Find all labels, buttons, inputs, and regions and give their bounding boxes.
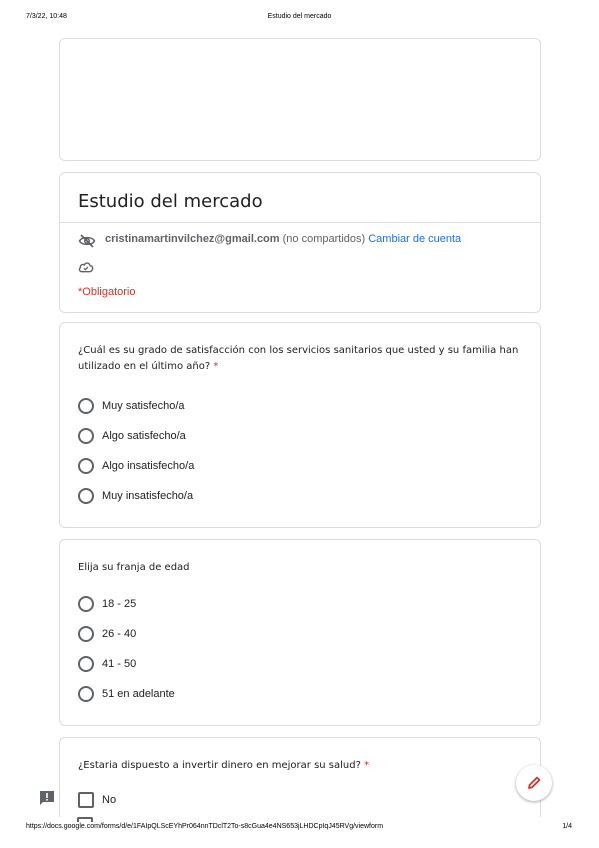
question-text: ¿Estaria dispuesto a invertir dinero en mejorar su salud? [78, 760, 361, 771]
option-label: No [102, 794, 117, 806]
question-title [78, 343, 523, 375]
print-title: Estudio del mercado [267, 13, 332, 20]
print-url: https://docs.google.com/forms/d/e/1FAIpQLScEYhPr064nnTDclT2To-s8cGua4e4NS653jLHDCpIqJ45RVg/viewform [26, 823, 384, 830]
print-header [0, 13, 599, 25]
question-text: Elija su franja de edad [78, 562, 190, 573]
partial-checkbox[interactable] [77, 817, 93, 822]
cloud-check-icon [78, 260, 94, 279]
form-header-card [59, 172, 541, 313]
print-footer [0, 823, 599, 835]
radio-button[interactable] [78, 656, 94, 672]
question-title [78, 560, 523, 576]
account-email: cristinamartinvilchez@gmail.com [105, 233, 280, 245]
radio-button[interactable] [78, 488, 94, 504]
header-divider [60, 222, 540, 223]
account-row [105, 233, 461, 245]
option-label: Muy satisfecho/a [102, 400, 185, 412]
question-card-age-range [59, 539, 541, 726]
form-title: Estudio del mercado [78, 191, 263, 212]
option-label: Muy insatisfecho/a [102, 490, 194, 502]
radio-button[interactable] [78, 686, 94, 702]
option-label: 18 - 25 [102, 598, 137, 610]
checkbox[interactable] [78, 792, 94, 808]
option-label: Algo satisfecho/a [102, 430, 186, 442]
option-label: 41 - 50 [102, 658, 137, 670]
required-mark: * [364, 760, 370, 771]
eye-off-icon [78, 233, 96, 254]
required-mark: * [213, 361, 219, 372]
radio-button[interactable] [78, 596, 94, 612]
question-title [78, 758, 523, 774]
option-label: 51 en adelante [102, 688, 175, 700]
option-label: 26 - 40 [102, 628, 137, 640]
radio-button[interactable] [78, 626, 94, 642]
question-card-satisfaction [59, 322, 541, 528]
print-date: 7/3/22, 10:48 [26, 13, 67, 20]
edit-fab-button[interactable] [516, 765, 552, 801]
radio-button[interactable] [78, 428, 94, 444]
account-shared-note: (no compartidos) [282, 233, 366, 245]
switch-account-link[interactable]: Cambiar de cuenta [368, 233, 462, 245]
required-note: *Obligatorio [78, 286, 136, 298]
print-page-number: 1/4 [562, 823, 572, 830]
form-banner [59, 38, 541, 161]
radio-button[interactable] [78, 458, 94, 474]
option-label: Algo insatisfecho/a [102, 460, 195, 472]
question-text: ¿Cuál es su grado de satisfacción con los servicios sanitarios que usted y su familia han utilizado en el último año? [78, 345, 519, 372]
feedback-icon[interactable] [39, 790, 55, 811]
question-card-invest-health [59, 737, 541, 817]
radio-button[interactable] [78, 398, 94, 414]
